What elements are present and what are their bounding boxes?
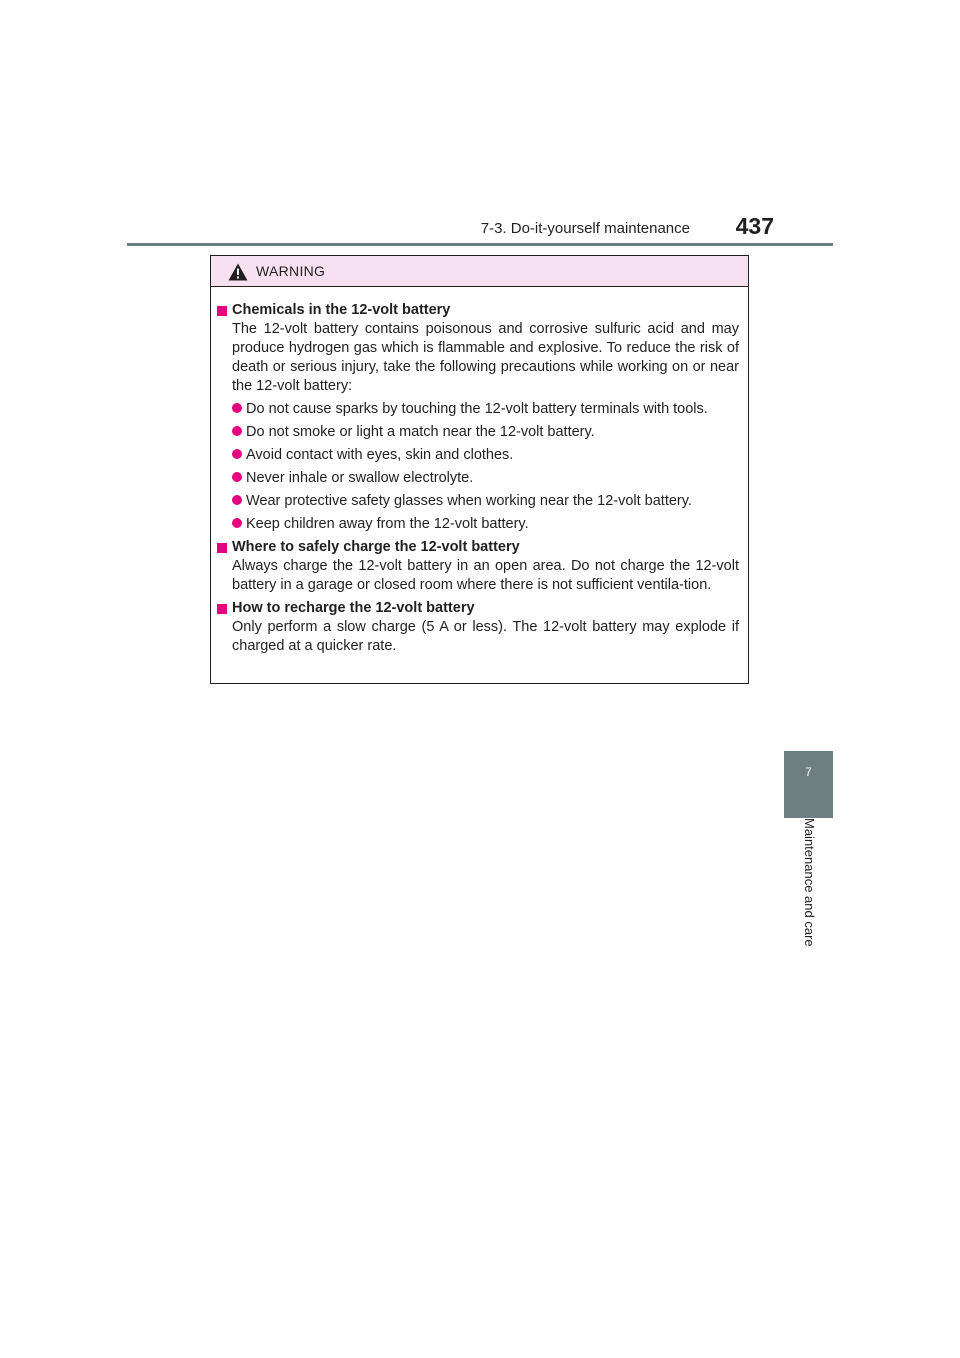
warning-triangle-icon — [228, 263, 248, 281]
square-bullet-icon — [217, 543, 227, 553]
precautions-list — [232, 400, 739, 534]
circle-bullet-icon — [232, 426, 242, 436]
list-item-text: Keep children away from the 12-volt battery. — [246, 516, 529, 532]
circle-bullet-icon — [232, 403, 242, 413]
square-bullet-icon — [217, 306, 227, 316]
warning-section-chemicals — [217, 301, 739, 534]
chapter-title: Maintenance and care — [802, 818, 817, 947]
chapter-number: 7 — [805, 765, 812, 779]
list-item — [232, 400, 739, 419]
section-text: The 12-volt battery contains poisonous and corrosive sulfuric acid and may produce hydrogen gas which is flammable and explosive. To reduce the risk of death or serious injury, take the following precautions while working on or near the 12-volt battery: — [232, 321, 739, 394]
section-text: Only perform a slow charge (5 A or less). The 12-volt battery may explode if charged at a quicker rate. — [232, 619, 739, 654]
warning-section-where-to-charge — [217, 538, 739, 595]
list-item-text: Do not cause sparks by touching the 12-volt battery terminals with tools. — [246, 401, 708, 417]
section-title — [217, 599, 739, 618]
warning-body — [211, 287, 748, 656]
list-item-text: Avoid contact with eyes, skin and clothes. — [246, 447, 514, 463]
list-item-text: Never inhale or swallow electrolyte. — [246, 470, 474, 486]
section-title-text: Where to safely charge the 12-volt battery — [232, 539, 520, 555]
chapter-tab — [784, 751, 833, 818]
running-header-section: 7-3. Do-it-yourself maintenance — [480, 220, 690, 237]
warning-header — [211, 256, 748, 287]
circle-bullet-icon — [232, 518, 242, 528]
list-item-text: Wear protective safety glasses when working near the 12-volt battery. — [246, 493, 692, 509]
list-item — [232, 446, 739, 465]
section-title — [217, 538, 739, 557]
header-rule — [127, 243, 833, 246]
list-item — [232, 423, 739, 442]
warning-box — [210, 255, 749, 684]
list-item — [232, 492, 739, 511]
section-text: Always charge the 12-volt battery in an open area. Do not charge the 12-volt battery in a garage or closed room where there is not sufficient ventila-tion. — [232, 558, 739, 593]
circle-bullet-icon — [232, 449, 242, 459]
circle-bullet-icon — [232, 472, 242, 482]
warning-section-how-to-recharge — [217, 599, 739, 656]
warning-title: WARNING — [256, 263, 326, 279]
list-item-text: Do not smoke or light a match near the 12-volt battery. — [246, 424, 595, 440]
section-title — [217, 301, 739, 320]
section-title-text: Chemicals in the 12-volt battery — [232, 302, 451, 318]
square-bullet-icon — [217, 604, 227, 614]
page-number: 437 — [735, 213, 774, 239]
list-item — [232, 469, 739, 488]
section-title-text: How to recharge the 12-volt battery — [232, 600, 475, 616]
list-item — [232, 515, 739, 534]
circle-bullet-icon — [232, 495, 242, 505]
